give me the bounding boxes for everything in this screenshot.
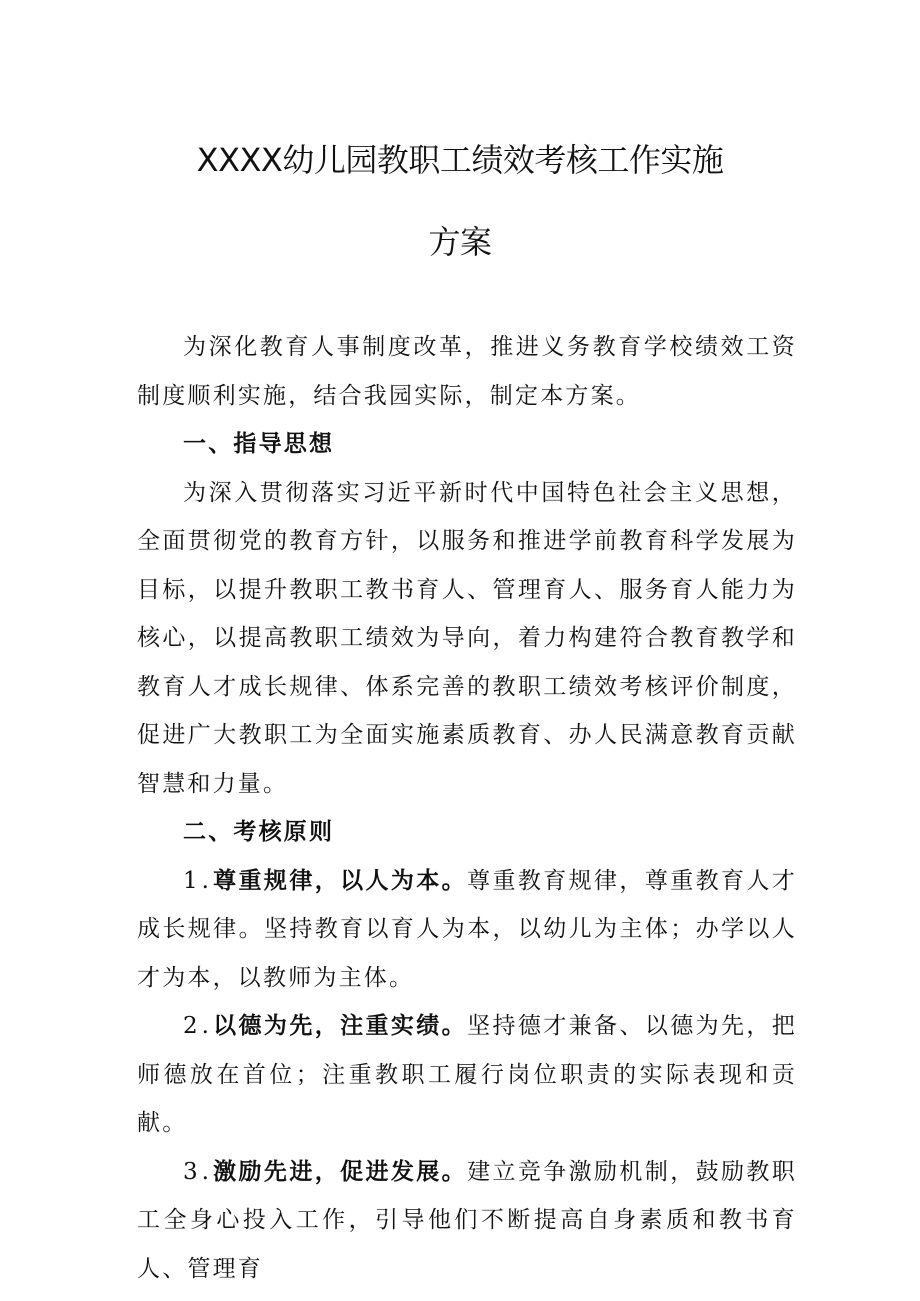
document-body (137, 323, 797, 1293)
principle-item-2 (137, 1002, 797, 1148)
document-title-line-1: XXXX幼儿园教职工绩效考核工作实施 (196, 141, 724, 179)
section-heading-assessment-principles: 二、考核原则 (183, 819, 335, 845)
document-title-line-2: 方案 (428, 223, 492, 261)
principle-lead: 激励先进，促进发展。 (212, 1158, 468, 1185)
section-heading-guiding-ideology: 一、指导思想 (183, 431, 335, 457)
principle-item-3 (137, 1148, 797, 1294)
guiding-ideology-paragraph: 为深入贯彻落实习近平新时代中国特色社会主义思想，全面贯彻党的教育方针，以服务和推进学前教育科学发展为目标，以提升教职工教书育人、管理育人、服务育人能力为核心，以提高教职工绩效为导向，着力构建符合教育教学和教育人才成长规律、体系完善的教职工绩效考核评价制度，促进广大教职工为全面实施素质教育、办人民满意教育贡献智慧和力量。 (137, 479, 797, 797)
principle-item-1 (137, 857, 797, 1003)
principle-text: 尊重教育规律，尊重教育人才成长规律。坚持教育以育人为本，以幼儿为主体；办学以人才为本，以教师为主体。 (137, 867, 797, 991)
principle-text: 坚持德才兼备、以德为先，把师德放在首位；注重教职工履行岗位职责的实际表现和贡献。 (137, 1013, 797, 1136)
principle-lead: 尊重规律，以人为本。 (212, 867, 468, 894)
principle-text: 建立竞争激励机制，鼓励教职工全身心投入工作，引导他们不断提高自身素质和教书育人、管理育 (137, 1158, 797, 1282)
principle-number: 2. (183, 1013, 213, 1039)
principle-number: 3. (183, 1158, 213, 1185)
intro-paragraph: 为深化教育人事制度改革，推进义务教育学校绩效工资制度顺利实施，结合我园实际，制定本方案。 (137, 334, 797, 409)
principle-lead: 以德为先，注重实绩。 (212, 1013, 468, 1039)
principle-number: 1. (183, 867, 213, 894)
